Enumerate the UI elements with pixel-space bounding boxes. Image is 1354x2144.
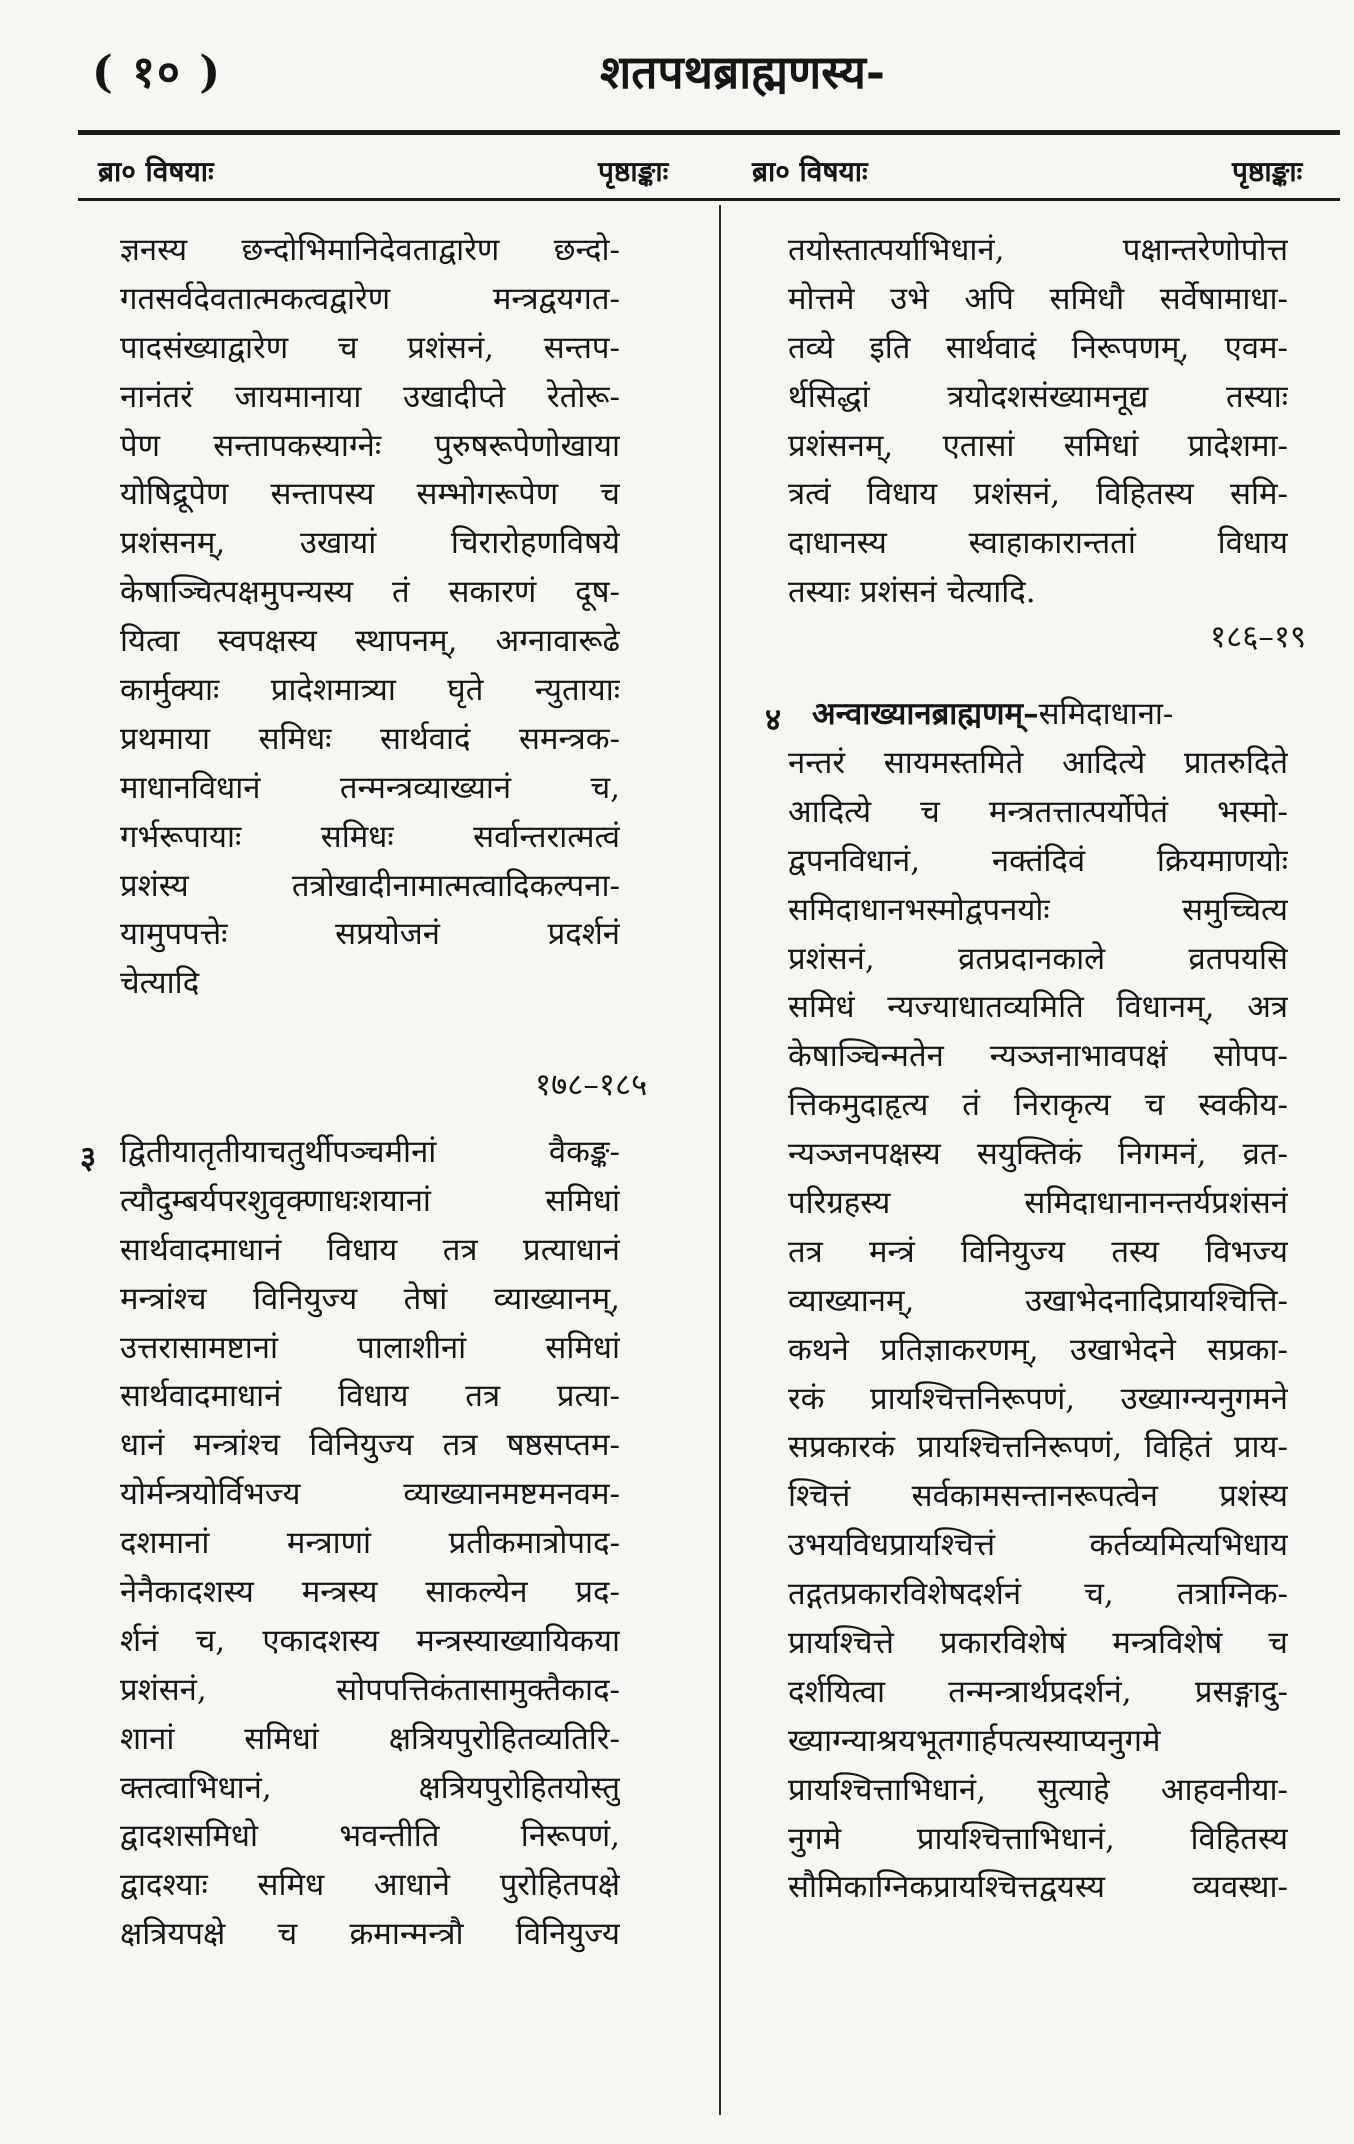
left-entry-3-line: प्रशंसनं, सोपपत्तिकंतासामुक्तैकाद- bbox=[120, 1671, 620, 1708]
right-entry-4-line: सौमिकाग्निकप्रायश्चित्तद्वयस्य व्यवस्था- bbox=[788, 1869, 1288, 1906]
right-entry-4-line: समिधं न्यज्याधातव्यमिति विधानम्, अत्र bbox=[788, 989, 1288, 1026]
page-number: ( १० ) bbox=[92, 47, 223, 98]
right-entry-4-first-line bbox=[812, 690, 1288, 739]
left-entry-3-line: मन्त्रांश्च विनियुज्य तेषां व्याख्यानम्, bbox=[120, 1280, 620, 1317]
right-entry-4-line: समिदाधानभस्मोद्वपनयोः समुच्चित्य bbox=[788, 891, 1288, 928]
right-entry-4-line: त्तिकमुदाहृत्य तं निराकृत्य च स्वकीय- bbox=[788, 1087, 1288, 1124]
left-entry-3-line: र्शनं च, एकादशस्य मन्त्रस्याख्यायिकया bbox=[120, 1622, 620, 1659]
left-column bbox=[120, 226, 620, 1008]
left-entry-3-line: सार्थवादमाधानं विधाय तत्र प्रत्याधानं bbox=[120, 1231, 620, 1268]
header-rule-top bbox=[78, 130, 1340, 135]
left-entry-3-line: नेनैकादशस्य मन्त्रस्य साकल्येन प्रद- bbox=[120, 1574, 620, 1611]
right-entry-4-line: नुगमे प्रायश्चित्ताभिधानं, विहितस्य bbox=[788, 1820, 1288, 1857]
page-title: शतपथब्राह्मणस्य- bbox=[600, 45, 885, 99]
right-range-1: १८६–१९ bbox=[1210, 619, 1307, 655]
left-column-entry-3 bbox=[120, 1128, 620, 1959]
right-entry-4-line: कथने प्रतिज्ञाकरणम्, उखाभेदने सप्रका- bbox=[788, 1331, 1288, 1368]
right-entry-4-line: नन्तरं सायमस्तमिते आदित्ये प्रातरुदिते bbox=[788, 745, 1288, 781]
left-line: प्रशंस्य तत्रोखादीनामात्मत्वादिकल्पना- bbox=[120, 867, 620, 904]
right-column-entry-4 bbox=[788, 739, 1288, 1912]
left-line: गर्भरूपायाः समिधः सर्वान्तरात्मत्वं bbox=[120, 818, 620, 855]
column-divider bbox=[719, 205, 721, 2115]
left-line: यित्वा स्वपक्षस्य स्थापनम्, अग्नावारूढे bbox=[120, 623, 620, 660]
right-entry-4-line: सप्रकारकं प्रायश्चित्तनिरूपणं, विहितं प्राय- bbox=[788, 1429, 1288, 1466]
left-entry-3-line: शानां समिधां क्षत्रियपुरोहितव्यतिरि- bbox=[120, 1720, 620, 1757]
right-entry-4-line: प्रायश्चित्ताभिधानं, सुत्याहे आहवनीया- bbox=[788, 1771, 1288, 1808]
left-line: प्रथमाया समिधः सार्थवादं समन्त्रक- bbox=[120, 720, 620, 757]
column-header-left-label: ब्रा० विषयाः bbox=[98, 155, 214, 188]
left-entry-3-line: द्वादशसमिधो भवन्तीति निरूपणं, bbox=[120, 1818, 620, 1855]
right-entry-4-line: प्रायश्चित्ते प्रकारविशेषं मन्त्रविशेषं च bbox=[788, 1625, 1288, 1662]
right-entry-4-line: परिग्रहस्य समिदाधानानन्तर्यप्रशंसनं bbox=[788, 1185, 1288, 1222]
column-header-right-page-label: पृष्ठाङ्काः bbox=[1232, 155, 1303, 188]
left-entry-number-3: ३ bbox=[80, 1140, 97, 1176]
right-entry-4-line: केषाञ्चिन्मतेन न्यञ्जनाभावपक्षं सोपप- bbox=[788, 1038, 1288, 1075]
entry-4-heading: अन्वाख्यानब्राह्मणम्– bbox=[812, 696, 1039, 732]
left-line: पेण सन्तापकस्याग्नेः पुरुषरूपेणोखाया bbox=[120, 427, 620, 464]
left-entry-3-line: धानं मन्त्रांश्च विनियुज्य तत्र षष्ठसप्तम- bbox=[120, 1427, 620, 1464]
right-line: मोत्तमे उभे अपि समिधौ सर्वेषामाधा- bbox=[788, 280, 1288, 317]
left-line: कार्मुक्याः प्रादेशमात्र्या घृते न्युतायाः bbox=[120, 672, 620, 709]
left-line: केषाञ्चित्पक्षमुपन्यस्य तं सकारणं दूष- bbox=[120, 574, 620, 611]
left-entry-3-line: उत्तरासामष्टानां पालाशीनां समिधां bbox=[120, 1329, 620, 1366]
left-entry-3-line: योर्मन्त्रयोर्विभज्य व्याख्यानमष्टमनवम- bbox=[120, 1476, 620, 1513]
left-range-1: १७८–१८५ bbox=[535, 1067, 648, 1103]
column-header-right-label: ब्रा० विषयाः bbox=[752, 155, 868, 188]
right-line: तस्याः प्रशंसनं चेत्यादि. bbox=[788, 574, 1036, 611]
left-line: यामुपपत्तेः सप्रयोजनं प्रदर्शनं bbox=[120, 916, 620, 953]
right-entry-4-line: रकं प्रायश्चित्तनिरूपणं, उख्याग्न्यनुगमने bbox=[788, 1380, 1288, 1417]
column-header-left-page-label: पृष्ठाङ्काः bbox=[598, 155, 669, 188]
left-entry-3-line: दशमानां मन्त्राणां प्रतीकमात्रोपाद- bbox=[120, 1525, 620, 1562]
right-entry-4-line: दर्शयित्वा तन्मन्त्रार्थप्रदर्शनं, प्रसङ्गादु- bbox=[788, 1673, 1288, 1710]
right-entry-number-4: ४ bbox=[765, 702, 782, 738]
left-line: गतसर्वदेवतात्मकत्वद्वारेण मन्त्रद्वयगत- bbox=[120, 280, 620, 317]
right-entry-4-line: ख्याग्न्याश्रयभूतगार्हपत्यस्याप्यनुगमे bbox=[788, 1722, 1161, 1759]
right-line: तयोस्तात्पर्याभिधानं, पक्षान्तरेणोपोत्त bbox=[788, 232, 1288, 268]
right-entry-4-line: तद्गतप्रकारविशेषदर्शनं च, तत्राग्निक- bbox=[788, 1576, 1288, 1613]
right-entry-4-line: व्याख्यानम्, उखाभेदनादिप्रायश्चित्ति- bbox=[788, 1282, 1288, 1319]
left-line: पादसंख्याद्वारेण च प्रशंसनं, सन्तप- bbox=[120, 329, 620, 366]
left-line: चेत्यादि bbox=[120, 965, 200, 1002]
right-entry-4-line: प्रशंसनं, व्रतप्रदानकाले व्रतपयसि bbox=[788, 940, 1288, 977]
right-column bbox=[788, 226, 1288, 617]
left-entry-3-line: सार्थवादमाधानं विधाय तत्र प्रत्या- bbox=[120, 1378, 620, 1415]
header-rule-bottom bbox=[78, 198, 1340, 201]
right-entry-4-line: द्वपनविधानं, नक्तंदिवं क्रियमाणयोः bbox=[788, 842, 1288, 879]
right-entry-4-line: न्यञ्जनपक्षस्य सयुक्तिकं निगमनं, व्रत- bbox=[788, 1136, 1288, 1173]
right-line: दाधानस्य स्वाहाकारान्ततां विधाय bbox=[788, 525, 1288, 562]
left-entry-3-line: द्वादश्याः समिध आधाने पुरोहितपक्षे bbox=[120, 1867, 620, 1904]
right-entry-4-line: आदित्ये च मन्त्रतत्तात्पर्योपेतं भस्मो- bbox=[788, 793, 1288, 830]
left-entry-3-line: क्षत्रियपक्षे च क्रमान्मन्त्रौ विनियुज्य bbox=[120, 1916, 620, 1953]
right-entry-4-line: तत्र मन्त्रं विनियुज्य तस्य विभज्य bbox=[788, 1233, 1288, 1270]
right-entry-4-line: श्चित्तं सर्वकामसन्तानरूपत्वेन प्रशंस्य bbox=[788, 1478, 1288, 1515]
left-line: नानंतरं जायमानाया उखादीप्ते रेतोरू- bbox=[120, 378, 620, 415]
right-line: त्रत्वं विधाय प्रशंसनं, विहितस्य समि- bbox=[788, 476, 1288, 513]
left-entry-3-line: द्वितीयातृतीयाचतुर्थीपञ्चमीनां वैकङ्क- bbox=[120, 1134, 620, 1170]
left-line: ज्ञनस्य छन्दोभिमानिदेवताद्वारेण छन्दो- bbox=[120, 232, 620, 268]
right-line: प्रशंसनम्, एतासां समिधां प्रादेशमा- bbox=[788, 427, 1288, 464]
left-line: प्रशंसनम्, उखायां चिरारोहणविषये bbox=[120, 525, 620, 562]
entry-4-first-text: समिदाधाना- bbox=[1038, 696, 1174, 732]
left-entry-3-line: क्तत्वाभिधानं, क्षत्रियपुरोहितयोस्तु bbox=[120, 1769, 620, 1806]
left-line: माधानविधानं तन्मन्त्रव्याख्यानं च, bbox=[120, 769, 620, 806]
right-entry-4-line: उभयविधप्रायश्चित्तं कर्तव्यमित्यभिधाय bbox=[788, 1527, 1288, 1564]
left-entry-3-line: त्यौदुम्बर्यपरशुवृक्णाधःशयानां समिधां bbox=[120, 1182, 620, 1219]
left-line: योषिद्रूपेण सन्तापस्य सम्भोगरूपेण च bbox=[120, 476, 620, 513]
right-line: र्थसिद्धां त्रयोदशसंख्यामनूद्य तस्याः bbox=[788, 378, 1288, 415]
right-line: तव्ये इति सार्थवादं निरूपणम्, एवम- bbox=[788, 329, 1288, 366]
